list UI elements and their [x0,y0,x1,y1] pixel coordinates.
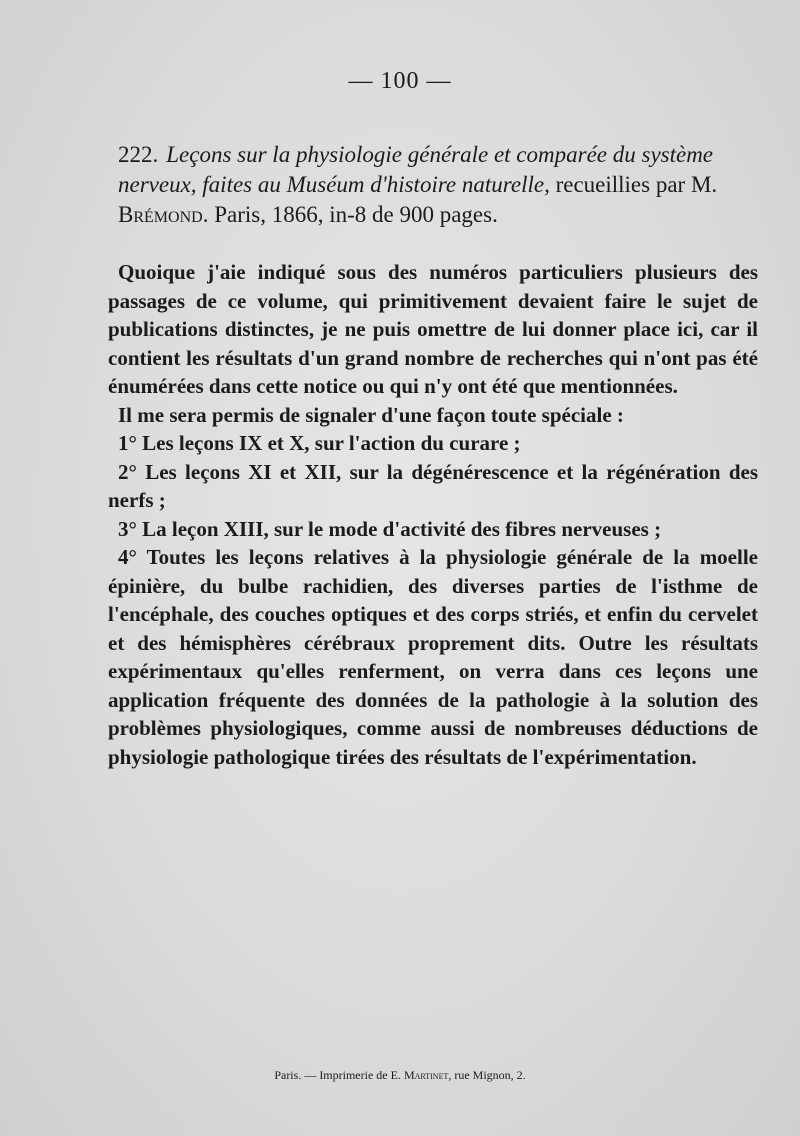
paragraph-intro: Quoique j'aie indiqué sous des numéros particuliers plusieurs des passages de ce volume, qui primitivement devaient faire le sujet de publications distinctes, je ne puis omettre de lui donner place ici, car il contient les résultats d'un grand nombre de recherches qui n'ont pas été énumérées dans cette notice ou qui n'y ont été que mentionnées. [108,260,758,398]
entry-publication: . Paris, 1866, in-8 de 900 pages. [202,202,498,227]
entry-collected-by: recueillies par M. [549,172,718,197]
entry-author: Brémond [118,202,203,227]
body-text [108,258,758,771]
paragraph-signal: Il me sera permis de signaler d'une façon toute spéciale : [118,402,624,427]
list-item: 4° Toutes les leçons relatives à la physiologie générale de la moelle épinière, du bulbe rachidien, des diverses parties de l'isthme de l'encéphale, des couches optiques et des corps striés, et enfin du cervelet et des hémisphères cérébraux proprement dits. Outre les résultats expérimentaux qu'elles renferment, on verra dans ces leçons une application fréquente des données de la pathologie à la solution des problèmes physiologiques, comme aussi de nombreuses déductions de physiologie pathologique tirées des résultats de l'expérimentation. [108,545,758,769]
imprint-prefix: Paris. — Imprimerie de E. [274,1068,404,1082]
list-item: 3° La leçon XIII, sur le mode d'activité des fibres nerveuses ; [118,516,662,541]
printer-imprint [0,1068,800,1083]
page-number: — 100 — [348,68,452,94]
entry-number: 222. [118,142,159,167]
list-item: 2° Les leçons XI et XII, sur la dégénérescence et la régénération des nerfs ; [108,459,758,512]
bibliography-entry [118,140,738,230]
imprint-address: , rue Mignon, 2. [448,1068,526,1082]
list-item: 1° Les leçons IX et X, sur l'action du curare ; [118,431,521,455]
imprint-printer: Martinet [403,1068,449,1082]
entry-title: Leçons sur la physiologie générale et comparée du système nerveux, faites au Muséum d'histoire naturelle, [118,142,714,197]
